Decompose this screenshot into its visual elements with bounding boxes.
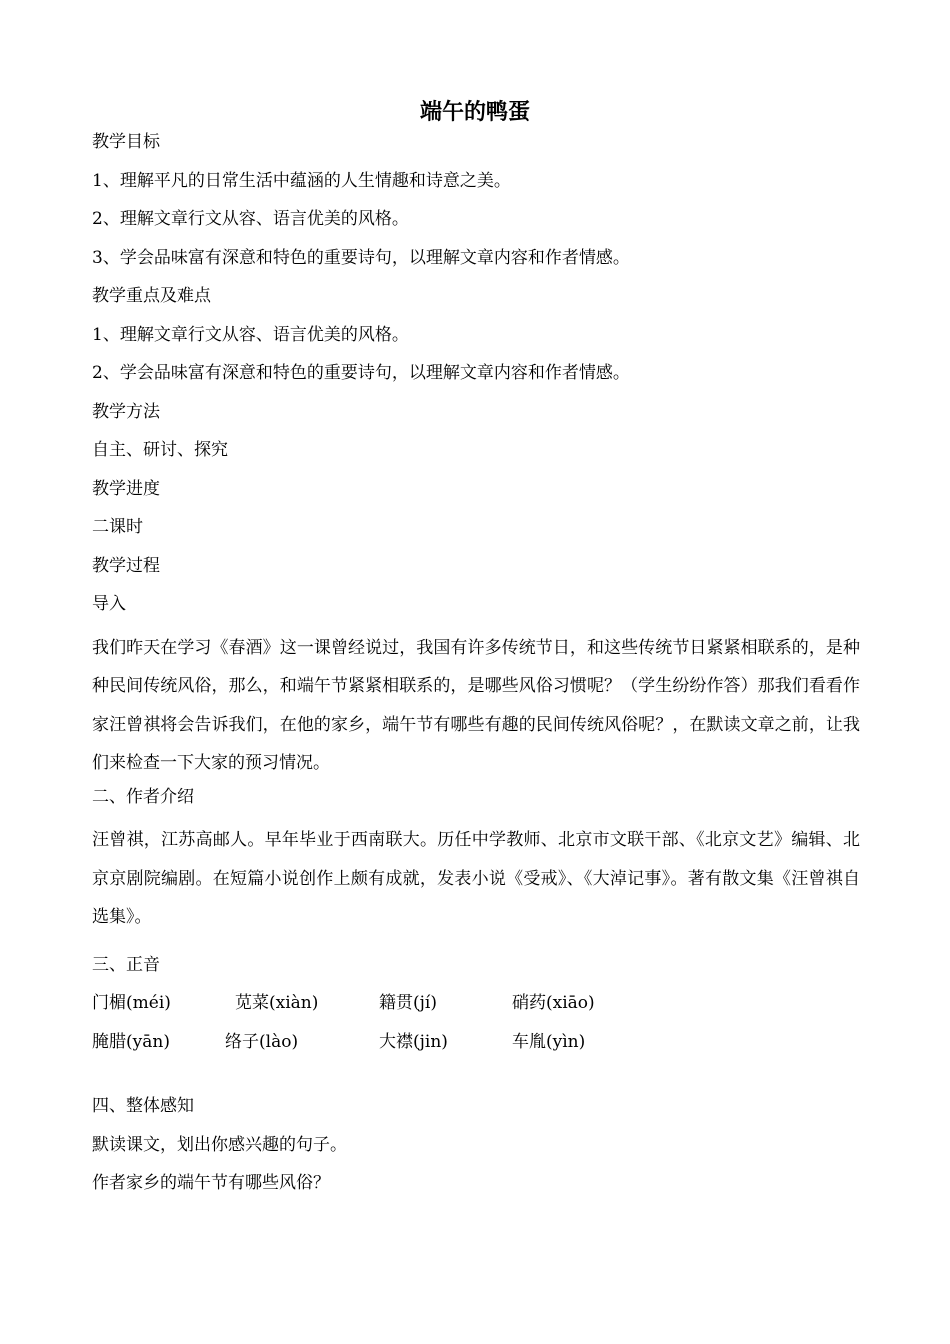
intro-heading: 导入 xyxy=(92,594,126,614)
vocab-item: 车胤(yìn) xyxy=(512,1031,586,1052)
method-heading: 教学方法 xyxy=(92,401,160,422)
spacer xyxy=(92,1066,860,1092)
intro-paragraph: 我们昨天在学习《春酒》这一课曾经说过，我国有许多传统节日，和这些传统节日紧紧相联系的，是种种民间传统风俗，那么，和端午节紧紧相联系的，是哪些风俗习惯呢？（学生纷纷作答）那我们看看作家汪曾祺将会告诉我们，在他的家乡，端午节有哪些有趣的民间传统风俗呢？，在默读文章之前，让我们来检查一下大家的预习情况。 xyxy=(92,637,860,773)
author-heading: 二、作者介绍 xyxy=(92,786,194,807)
goal-item-2: 2、理解文章行文从容、语言优美的风格。 xyxy=(92,209,409,229)
pronunciation-row-2 xyxy=(92,1028,860,1067)
pronunciation-heading: 三、正音 xyxy=(92,954,160,975)
overview-item-1: 默读课文，划出你感兴趣的句子。 xyxy=(92,1134,347,1155)
overview-heading: 四、整体感知 xyxy=(92,1096,194,1116)
vocab-item: 腌腊(yān) xyxy=(92,1031,170,1052)
key-points-heading: 教学重点及难点 xyxy=(92,286,211,306)
spacer xyxy=(92,937,860,951)
vocab-item: 籍贯(jí) xyxy=(379,993,437,1013)
vocab-item: 大襟(jin) xyxy=(379,1031,448,1052)
document-title: 端午的鸭蛋 xyxy=(419,100,530,125)
method-text: 自主、研讨、探究 xyxy=(92,440,228,460)
overview-item-2: 作者家乡的端午节有哪些风俗？ xyxy=(92,1173,330,1193)
vocab-item: 苋菜(xiàn) xyxy=(235,993,319,1013)
vocab-item: 硝药(xiāo) xyxy=(512,993,595,1013)
schedule-text: 二课时 xyxy=(92,517,143,537)
goal-item-3: 3、学会品味富有深意和特色的重要诗句，以理解文章内容和作者情感。 xyxy=(92,247,630,268)
goals-heading: 教学目标 xyxy=(92,132,160,152)
goal-item-1: 1、理解平凡的日常生活中蕴涵的人生情趣和诗意之美。 xyxy=(92,170,511,191)
author-paragraph: 汪曾祺，江苏高邮人。早年毕业于西南联大。历任中学教师、北京市文联干部、《北京文艺》编辑、北京京剧院编剧。在短篇小说创作上颇有成就，发表小说《受戒》、《大淖记事》。著有散文集《汪曾祺自选集》。 xyxy=(92,830,860,927)
process-heading: 教学过程 xyxy=(92,555,160,576)
vocab-item: 络子(lào) xyxy=(225,1031,299,1052)
vocab-item: 门楣(méi) xyxy=(92,993,171,1013)
document-body xyxy=(92,128,860,1208)
pronunciation-row-1 xyxy=(92,989,860,1028)
key-point-item-2: 2、学会品味富有深意和特色的重要诗句，以理解文章内容和作者情感。 xyxy=(92,363,630,383)
schedule-heading: 教学进度 xyxy=(92,478,160,499)
key-point-item-1: 1、理解文章行文从容、语言优美的风格。 xyxy=(92,324,409,345)
